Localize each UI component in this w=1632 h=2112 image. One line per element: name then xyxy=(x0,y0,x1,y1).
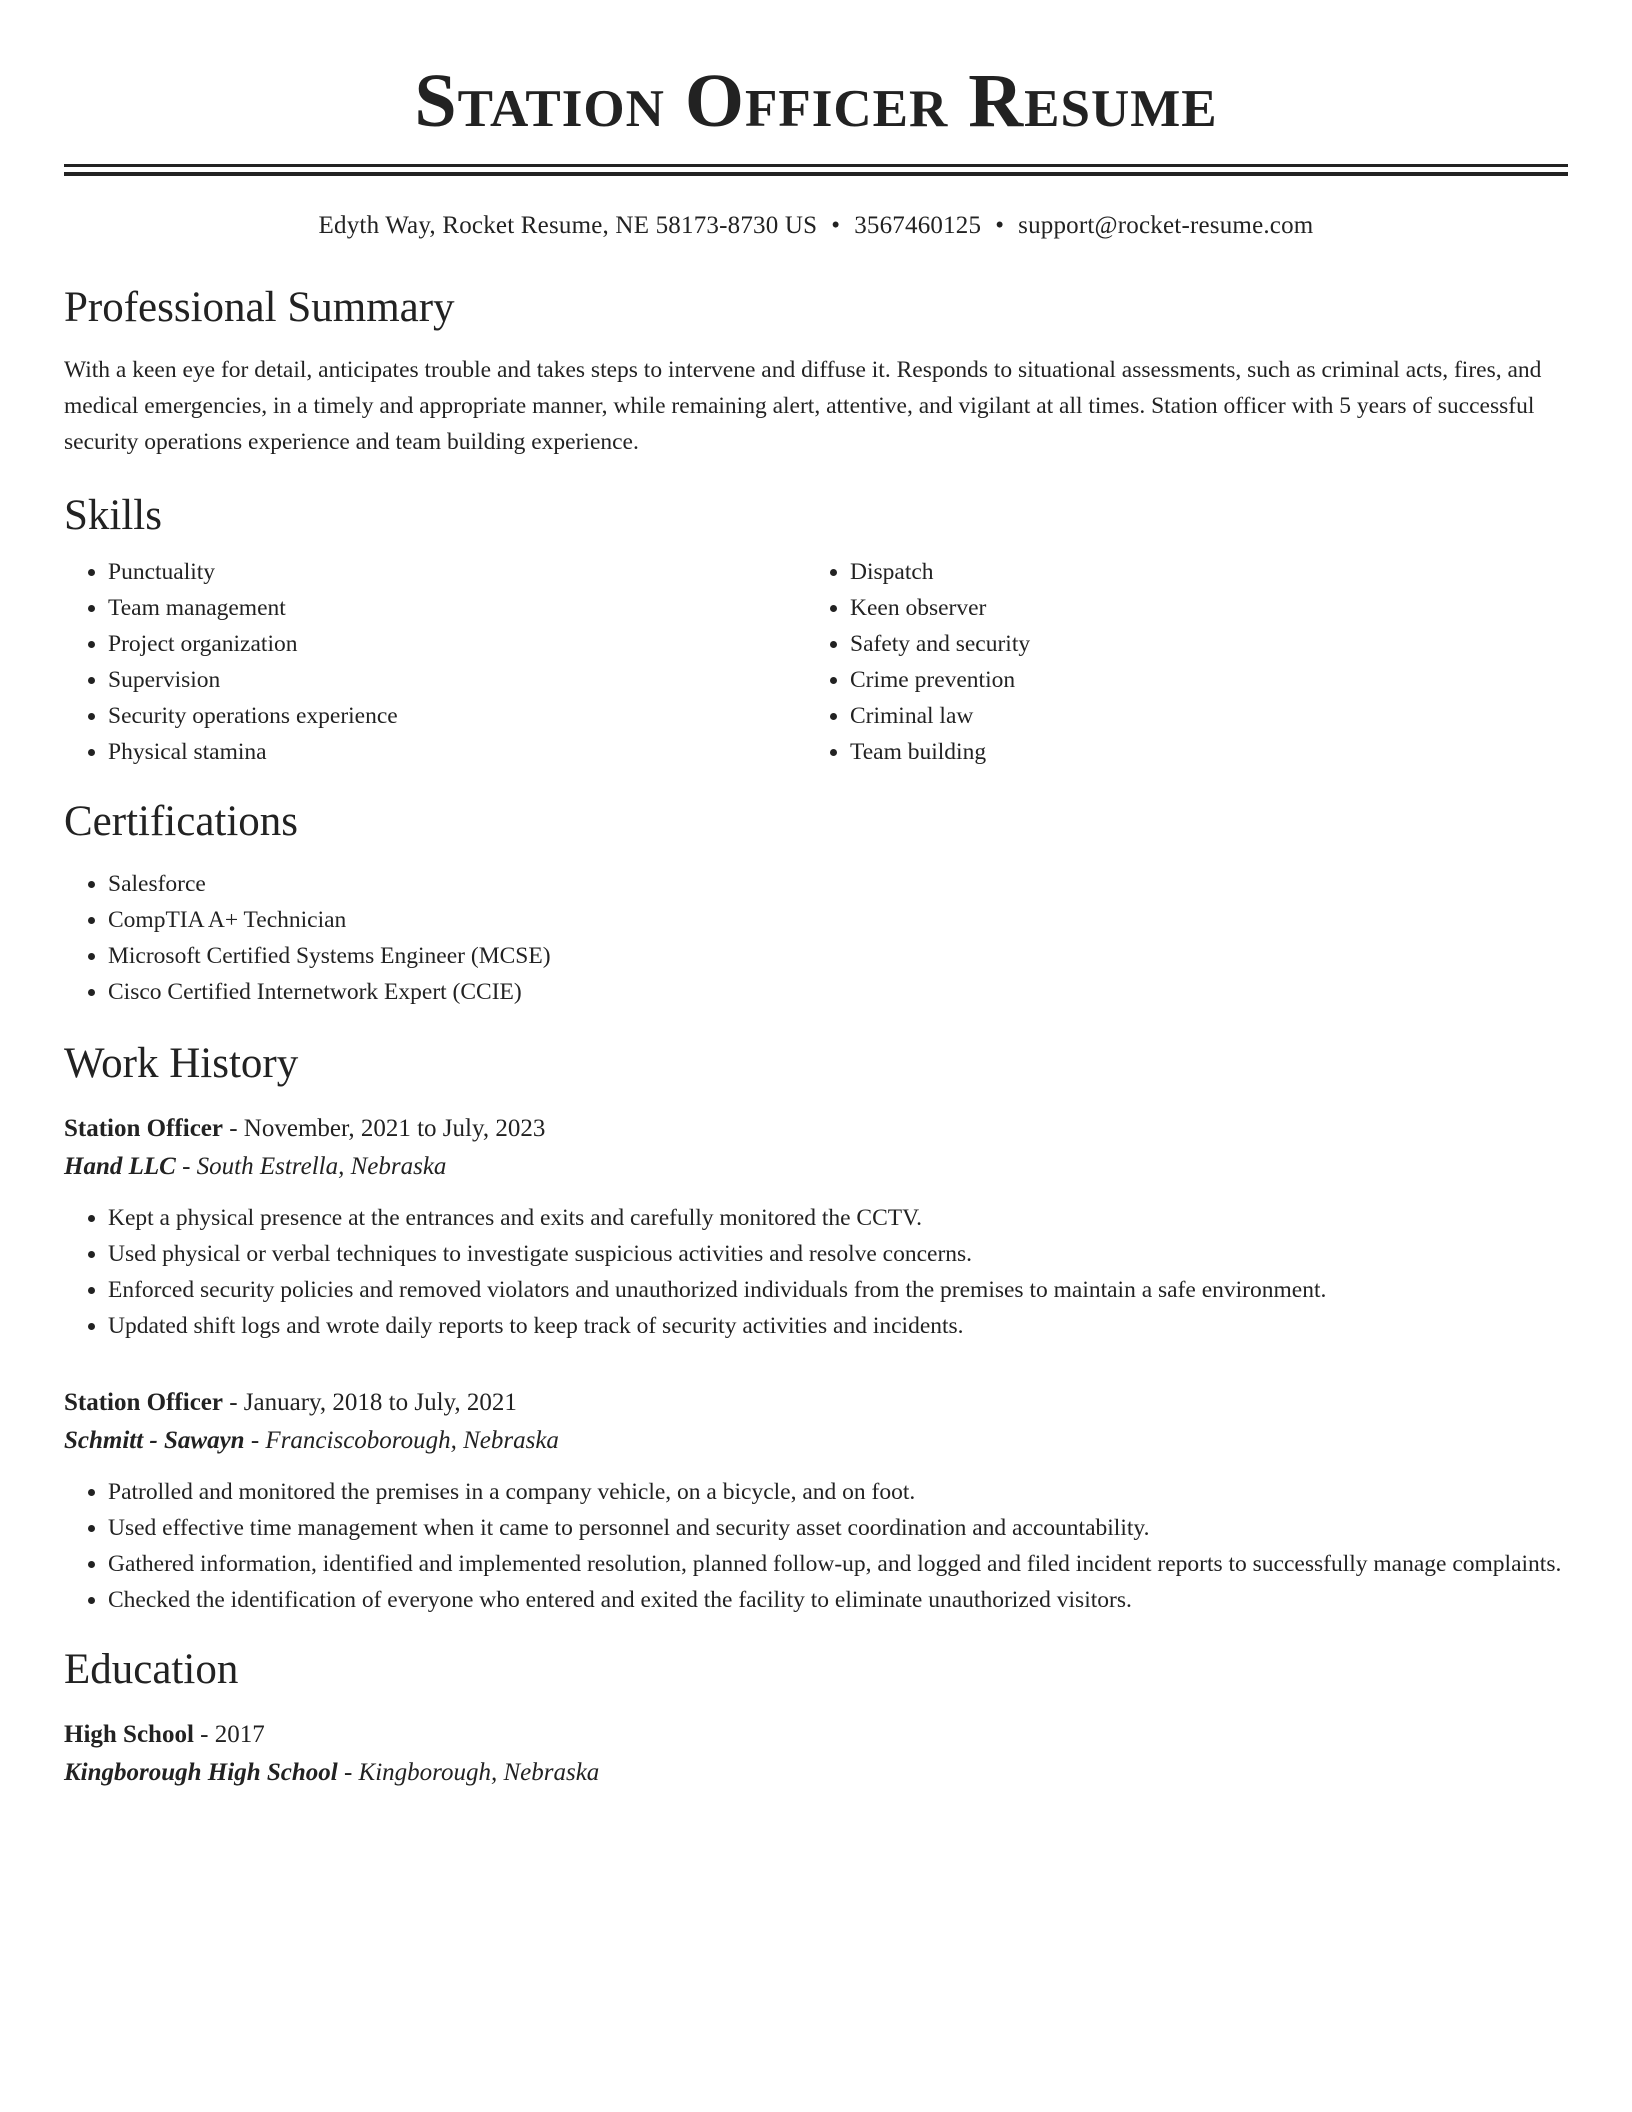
contact-separator: • xyxy=(995,212,1005,239)
skill-item: • Keen observer xyxy=(850,590,1548,626)
skill-item: • Physical stamina xyxy=(108,734,806,770)
skill-item: • Team building xyxy=(850,734,1548,770)
job-duty-item: • Patrolled and monitored the premises in a company vehicle, on a bicycle, and on foot. xyxy=(108,1474,1568,1510)
job-entry xyxy=(64,1384,1568,1618)
job-duties-list xyxy=(64,1474,1568,1618)
skills-heading: Skills xyxy=(64,492,162,539)
education-heading: Education xyxy=(64,1646,239,1693)
job-company-line xyxy=(64,1422,1568,1460)
job-duties-list xyxy=(64,1200,1568,1344)
job-duty-item: • Checked the identification of everyone who entered and exited the facility to eliminate unauthorized visitors. xyxy=(108,1582,1568,1618)
skill-item: • Dispatch xyxy=(850,554,1548,590)
education-year: - 2017 xyxy=(193,1721,265,1748)
job-company: Hand LLC xyxy=(64,1153,176,1180)
skill-item: • Crime prevention xyxy=(850,662,1548,698)
job-location: - Franciscoborough, Nebraska xyxy=(244,1427,559,1454)
certification-item: • Salesforce xyxy=(108,866,1568,902)
contact-address: Edyth Way, Rocket Resume, NE 58173-8730 US xyxy=(318,212,818,239)
contact-email: support@rocket-resume.com xyxy=(1018,212,1314,239)
skill-item: • Project organization xyxy=(108,626,806,662)
skills-grid xyxy=(64,554,1568,770)
certification-item: • Cisco Certified Internetwork Expert (CCIE) xyxy=(108,974,1568,1010)
job-duty-item: • Used physical or verbal techniques to investigate suspicious activities and resolve concerns. xyxy=(108,1236,1568,1272)
skill-item: • Supervision xyxy=(108,662,806,698)
job-company-line xyxy=(64,1148,1568,1186)
job-company: Schmitt - Sawayn xyxy=(64,1427,245,1454)
contact-line xyxy=(64,210,1568,242)
job-duty-item: • Enforced security policies and removed violators and unauthorized individuals from the premises to maintain a safe environment. xyxy=(108,1272,1568,1308)
skill-item: • Punctuality xyxy=(108,554,806,590)
summary-text: With a keen eye for detail, anticipates trouble and takes steps to intervene and diffuse it. Responds to situational assessments, such as criminal acts, fires, and medical emergencies, in a timely and appropriate manner, while remaining alert, attentive, and vigilant at all times. Station officer with 5 years of successful security operations experience and team building experience. xyxy=(64,357,1542,455)
certification-item: • Microsoft Certified Systems Engineer (MCSE) xyxy=(108,938,1568,974)
skills-list-left xyxy=(64,554,806,770)
skills-column-left xyxy=(64,554,806,770)
skill-item: • Security operations experience xyxy=(108,698,806,734)
job-title-line xyxy=(64,1110,1568,1148)
education-location: - Kingborough, Nebraska xyxy=(337,1759,600,1786)
contact-separator: • xyxy=(831,212,841,239)
education-degree-line xyxy=(64,1716,1568,1754)
skill-item: • Safety and security xyxy=(850,626,1548,662)
skill-item: • Criminal law xyxy=(850,698,1548,734)
job-location: - South Estrella, Nebraska xyxy=(175,1153,447,1180)
job-duty-item: • Updated shift logs and wrote daily reports to keep track of security activities and incidents. xyxy=(108,1308,1568,1344)
contact-phone: 3567460125 xyxy=(854,212,982,239)
work-history-heading: Work History xyxy=(64,1040,299,1087)
page-title: Station Officer Resume xyxy=(414,59,1218,143)
job-title: Station Officer xyxy=(64,1115,223,1142)
skills-list-right xyxy=(806,554,1548,770)
job-duty-item: • Kept a physical presence at the entrances and exits and carefully monitored the CCTV. xyxy=(108,1200,1568,1236)
skills-column-right xyxy=(806,554,1548,770)
title-double-rule xyxy=(64,164,1568,176)
job-title: Station Officer xyxy=(64,1389,223,1416)
certification-item: • CompTIA A+ Technician xyxy=(108,902,1568,938)
education-school-line xyxy=(64,1754,1568,1792)
summary-heading: Professional Summary xyxy=(64,284,455,331)
education-degree: High School xyxy=(64,1721,194,1748)
skill-item: • Team management xyxy=(108,590,806,626)
job-entry xyxy=(64,1110,1568,1344)
job-duty-item: • Gathered information, identified and implemented resolution, planned follow-up, and logged and filed incident reports to successfully manage complaints. xyxy=(108,1546,1568,1582)
education-entry xyxy=(64,1716,1568,1792)
job-dates: - January, 2018 to July, 2021 xyxy=(222,1389,517,1416)
job-duty-item: • Used effective time management when it came to personnel and security asset coordination and accountability. xyxy=(108,1510,1568,1546)
certifications-list xyxy=(64,866,1568,1010)
job-dates: - November, 2021 to July, 2023 xyxy=(222,1115,546,1142)
certifications-heading: Certifications xyxy=(64,798,299,845)
job-title-line xyxy=(64,1384,1568,1422)
education-school: Kingborough High School xyxy=(64,1759,338,1786)
